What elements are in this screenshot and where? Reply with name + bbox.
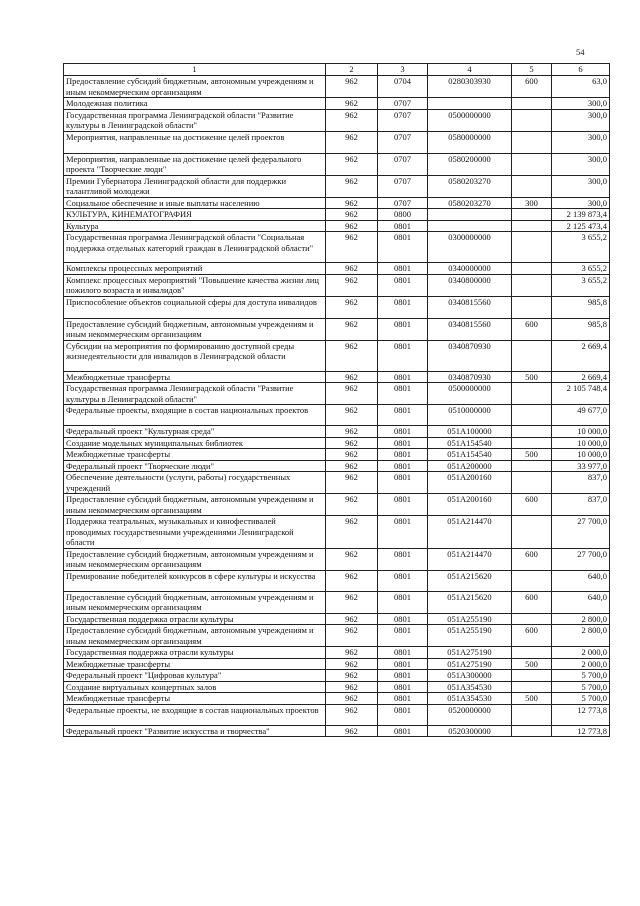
cell-sum: 300,0 [552,197,610,209]
cell-vr [512,613,552,625]
cell-sum: 2 800,0 [552,613,610,625]
table-row [64,153,610,175]
table-row [64,263,610,275]
cell-csr: 051A255190 [428,625,512,647]
cell-name: Премии Губернатора Ленинградской области для поддержки талантливой молодежи [64,175,326,197]
cell-vr [512,460,552,472]
cell-ved: 962 [326,613,378,625]
cell-sum: 300,0 [552,175,610,197]
cell-name: Государственная поддержка отрасли культуры [64,647,326,659]
cell-csr: 051A215620 [428,570,512,591]
cell-csr [428,220,512,232]
table-row [64,681,610,693]
page-number: 54 [576,47,585,57]
cell-vr [512,220,552,232]
cell-rzpr: 0707 [378,131,428,153]
column-header-vr: 5 [512,64,552,76]
cell-csr: 0340815560 [428,318,512,340]
cell-sum: 3 655,2 [552,263,610,275]
cell-vr [512,296,552,318]
cell-csr: 051A255190 [428,613,512,625]
cell-csr: 0340800000 [428,274,512,296]
cell-rzpr: 0801 [378,426,428,438]
cell-sum: 27 700,0 [552,516,610,549]
cell-name: Социальное обеспечение и иные выплаты населению [64,197,326,209]
cell-csr: 0340870930 [428,371,512,383]
cell-vr [512,263,552,275]
cell-ved: 962 [326,405,378,426]
cell-ved: 962 [326,153,378,175]
cell-rzpr: 0801 [378,548,428,570]
cell-ved: 962 [326,232,378,263]
table-row [64,197,610,209]
cell-name: Государственная программа Ленинградской области "Социальная поддержка отдельных категорий граждан в Ленинградской области" [64,232,326,263]
cell-vr [512,670,552,682]
cell-name: Создание виртуальных концертных залов [64,681,326,693]
table-row [64,472,610,494]
cell-ved: 962 [326,197,378,209]
cell-ved: 962 [326,98,378,110]
cell-vr: 600 [512,494,552,516]
cell-vr [512,98,552,110]
cell-rzpr: 0801 [378,371,428,383]
cell-sum: 2 000,0 [552,658,610,670]
cell-sum: 63,0 [552,76,610,98]
table-row [64,209,610,221]
cell-name: КУЛЬТУРА, КИНЕМАТОГРАФИЯ [64,209,326,221]
table-row [64,383,610,405]
cell-vr: 600 [512,591,552,613]
column-header-ved: 2 [326,64,378,76]
cell-name: Федеральный проект "Развитие искусства и творчества" [64,725,326,737]
cell-rzpr: 0801 [378,383,428,405]
cell-name: Межбюджетные трансферты [64,658,326,670]
cell-csr: 051A154540 [428,449,512,461]
cell-sum: 300,0 [552,109,610,131]
cell-vr [512,472,552,494]
cell-rzpr: 0707 [378,197,428,209]
table-row [64,109,610,131]
cell-sum: 5 700,0 [552,693,610,705]
cell-sum: 27 700,0 [552,548,610,570]
cell-vr: 600 [512,625,552,647]
cell-name: Обеспечение деятельности (услуги, работы) государственных учреждений [64,472,326,494]
cell-rzpr: 0801 [378,232,428,263]
column-header-rzpr: 3 [378,64,428,76]
cell-vr [512,647,552,659]
cell-name: Предоставление субсидий бюджетным, автономным учреждениям и иным некоммерческим организациям [64,318,326,340]
cell-sum: 2 800,0 [552,625,610,647]
cell-rzpr: 0801 [378,494,428,516]
cell-csr: 0580200000 [428,153,512,175]
cell-csr: 0500000000 [428,109,512,131]
cell-ved: 962 [326,494,378,516]
table-row [64,548,610,570]
cell-ved: 962 [326,371,378,383]
cell-csr: 0340815560 [428,296,512,318]
table-row [64,494,610,516]
cell-rzpr: 0801 [378,725,428,737]
cell-sum: 2 000,0 [552,647,610,659]
cell-sum: 2 669,4 [552,371,610,383]
cell-rzpr: 0801 [378,405,428,426]
cell-ved: 962 [326,472,378,494]
cell-sum: 985,8 [552,318,610,340]
cell-csr: 0580203270 [428,175,512,197]
cell-name: Федеральный проект "Творческие люди" [64,460,326,472]
table-row [64,274,610,296]
cell-rzpr: 0801 [378,263,428,275]
table-row [64,340,610,371]
cell-sum: 300,0 [552,153,610,175]
cell-sum: 5 700,0 [552,670,610,682]
table-row [64,658,610,670]
cell-rzpr: 0801 [378,647,428,659]
cell-name: Предоставление субсидий бюджетным, автономным учреждениям и иным некоммерческим организациям [64,494,326,516]
table-body [64,76,610,737]
cell-vr: 600 [512,318,552,340]
table-row [64,516,610,549]
cell-ved: 962 [326,704,378,725]
cell-ved: 962 [326,76,378,98]
cell-sum: 10 000,0 [552,426,610,438]
cell-vr [512,274,552,296]
cell-name: Государственная программа Ленинградской области "Развитие культуры в Ленинградской области" [64,109,326,131]
cell-csr: 0340000000 [428,263,512,275]
cell-sum: 2 125 473,4 [552,220,610,232]
cell-sum: 837,0 [552,494,610,516]
cell-sum: 10 000,0 [552,449,610,461]
table-row [64,625,610,647]
cell-csr: 0580000000 [428,131,512,153]
cell-vr: 600 [512,76,552,98]
cell-sum: 2 105 748,4 [552,383,610,405]
cell-sum: 985,8 [552,296,610,318]
cell-name: Мероприятия, направленные на достижение целей проектов [64,131,326,153]
cell-ved: 962 [326,548,378,570]
cell-ved: 962 [326,460,378,472]
cell-ved: 962 [326,647,378,659]
table-row [64,98,610,110]
table-row [64,232,610,263]
cell-csr: 051A200160 [428,472,512,494]
cell-rzpr: 0801 [378,625,428,647]
cell-name: Федеральные проекты, не входящие в состав национальных проектов [64,704,326,725]
cell-name: Поддержка театральных, музыкальных и кинофестивалей проводимых государственными учреждениями Ленинградской области [64,516,326,549]
table-row [64,613,610,625]
cell-sum: 12 773,8 [552,725,610,737]
cell-vr [512,681,552,693]
table-row [64,175,610,197]
cell-rzpr: 0704 [378,76,428,98]
cell-ved: 962 [326,658,378,670]
cell-rzpr: 0707 [378,98,428,110]
cell-ved: 962 [326,725,378,737]
cell-sum: 3 655,2 [552,274,610,296]
cell-vr: 500 [512,371,552,383]
cell-sum: 640,0 [552,570,610,591]
cell-rzpr: 0801 [378,693,428,705]
cell-csr: 0520000000 [428,704,512,725]
cell-vr: 500 [512,693,552,705]
cell-csr: 0280303930 [428,76,512,98]
cell-rzpr: 0801 [378,296,428,318]
cell-rzpr: 0801 [378,670,428,682]
column-header-csr: 4 [428,64,512,76]
table-row [64,570,610,591]
cell-sum: 837,0 [552,472,610,494]
cell-name: Мероприятия, направленные на достижение целей федерального проекта "Творческие люди" [64,153,326,175]
cell-name: Федеральный проект "Цифровая культура" [64,670,326,682]
column-header-sum: 6 [552,64,610,76]
cell-csr: 051A275190 [428,658,512,670]
budget-table [63,63,610,737]
cell-vr: 300 [512,197,552,209]
cell-csr: 0510000000 [428,405,512,426]
table-row [64,591,610,613]
cell-vr [512,437,552,449]
cell-csr: 051A215620 [428,591,512,613]
table-row [64,318,610,340]
cell-ved: 962 [326,131,378,153]
cell-ved: 962 [326,570,378,591]
cell-csr: 051A300000 [428,670,512,682]
cell-ved: 962 [326,426,378,438]
table-row [64,131,610,153]
cell-name: Комплексы процессных мероприятий [64,263,326,275]
cell-sum: 2 139 873,4 [552,209,610,221]
cell-ved: 962 [326,209,378,221]
cell-csr: 051A354530 [428,693,512,705]
cell-vr [512,426,552,438]
cell-vr [512,725,552,737]
table-row [64,693,610,705]
cell-ved: 962 [326,263,378,275]
cell-vr: 500 [512,658,552,670]
table-row [64,449,610,461]
cell-sum: 300,0 [552,131,610,153]
cell-rzpr: 0801 [378,658,428,670]
cell-ved: 962 [326,109,378,131]
cell-rzpr: 0801 [378,472,428,494]
table-row [64,426,610,438]
cell-name: Предоставление субсидий бюджетным, автономным учреждениям и иным некоммерческим организациям [64,76,326,98]
cell-vr [512,209,552,221]
cell-vr [512,340,552,371]
table-row [64,76,610,98]
cell-vr [512,175,552,197]
cell-ved: 962 [326,670,378,682]
cell-name: Государственная программа Ленинградской области "Развитие культуры в Ленинградской области" [64,383,326,405]
cell-name: Предоставление субсидий бюджетным, автономным учреждениям и иным некоммерческим организациям [64,591,326,613]
cell-rzpr: 0801 [378,591,428,613]
cell-name: Государственная поддержка отрасли культуры [64,613,326,625]
cell-csr: 051A200000 [428,460,512,472]
cell-sum: 2 669,4 [552,340,610,371]
cell-csr: 0520300000 [428,725,512,737]
cell-ved: 962 [326,220,378,232]
table-row [64,371,610,383]
cell-rzpr: 0801 [378,516,428,549]
table-row [64,220,610,232]
cell-rzpr: 0801 [378,220,428,232]
cell-rzpr: 0801 [378,274,428,296]
table-row [64,296,610,318]
cell-csr: 051A214470 [428,516,512,549]
cell-ved: 962 [326,296,378,318]
table-row [64,725,610,737]
cell-rzpr: 0801 [378,681,428,693]
cell-name: Молодежная политика [64,98,326,110]
cell-vr: 600 [512,548,552,570]
cell-csr: 0300000000 [428,232,512,263]
cell-rzpr: 0801 [378,613,428,625]
cell-csr: 051A354530 [428,681,512,693]
cell-name: Федеральные проекты, входящие в состав национальных проектов [64,405,326,426]
cell-sum: 12 773,8 [552,704,610,725]
cell-sum: 49 677,0 [552,405,610,426]
cell-name: Межбюджетные трансферты [64,693,326,705]
cell-rzpr: 0801 [378,460,428,472]
cell-csr: 051A154540 [428,437,512,449]
cell-ved: 962 [326,274,378,296]
cell-sum: 3 655,2 [552,232,610,263]
column-header-name: 1 [64,64,326,76]
cell-csr [428,209,512,221]
cell-rzpr: 0800 [378,209,428,221]
cell-rzpr: 0801 [378,570,428,591]
cell-sum: 300,0 [552,98,610,110]
cell-rzpr: 0707 [378,175,428,197]
cell-ved: 962 [326,175,378,197]
table-row [64,405,610,426]
cell-csr [428,98,512,110]
cell-name: Премирование победителей конкурсов в сфере культуры и искусства [64,570,326,591]
cell-csr: 051A275190 [428,647,512,659]
cell-ved: 962 [326,437,378,449]
cell-rzpr: 0707 [378,109,428,131]
cell-vr [512,383,552,405]
cell-ved: 962 [326,693,378,705]
cell-rzpr: 0801 [378,318,428,340]
cell-ved: 962 [326,625,378,647]
cell-vr [512,516,552,549]
cell-vr [512,131,552,153]
cell-name: Культура [64,220,326,232]
cell-name: Комплекс процессных мероприятий "Повышение качества жизни лиц пожилого возраста и инвалидов" [64,274,326,296]
cell-rzpr: 0707 [378,153,428,175]
cell-ved: 962 [326,681,378,693]
cell-sum: 5 700,0 [552,681,610,693]
cell-name: Субсидии на мероприятия по формированию доступной среды жизнедеятельности для инвалидов в Ленинградской области [64,340,326,371]
cell-vr [512,109,552,131]
cell-csr: 051A200160 [428,494,512,516]
cell-vr [512,704,552,725]
cell-ved: 962 [326,449,378,461]
cell-ved: 962 [326,516,378,549]
cell-csr: 051A214470 [428,548,512,570]
cell-ved: 962 [326,340,378,371]
cell-ved: 962 [326,318,378,340]
cell-rzpr: 0801 [378,449,428,461]
cell-rzpr: 0801 [378,340,428,371]
cell-name: Создание модельных муниципальных библиотек [64,437,326,449]
cell-vr [512,232,552,263]
cell-vr: 500 [512,449,552,461]
cell-sum: 640,0 [552,591,610,613]
cell-name: Приспособление объектов социальной сферы для доступа инвалидов [64,296,326,318]
table-row [64,670,610,682]
cell-csr: 0340870930 [428,340,512,371]
cell-sum: 33 977,0 [552,460,610,472]
cell-vr [512,570,552,591]
table-header-row [64,64,610,76]
cell-ved: 962 [326,591,378,613]
cell-csr: 0580203270 [428,197,512,209]
cell-csr: 051A100000 [428,426,512,438]
table-row [64,704,610,725]
cell-name: Предоставление субсидий бюджетным, автономным учреждениям и иным некоммерческим организациям [64,625,326,647]
cell-name: Межбюджетные трансферты [64,449,326,461]
cell-rzpr: 0801 [378,704,428,725]
cell-vr [512,153,552,175]
cell-rzpr: 0801 [378,437,428,449]
cell-csr: 0500000000 [428,383,512,405]
cell-ved: 962 [326,383,378,405]
table-row [64,437,610,449]
table-row [64,647,610,659]
table-row [64,460,610,472]
cell-vr [512,405,552,426]
cell-name: Федеральный проект "Культурная среда" [64,426,326,438]
cell-name: Межбюджетные трансферты [64,371,326,383]
cell-name: Предоставление субсидий бюджетным, автономным учреждениям и иным некоммерческим организациям [64,548,326,570]
cell-sum: 10 000,0 [552,437,610,449]
